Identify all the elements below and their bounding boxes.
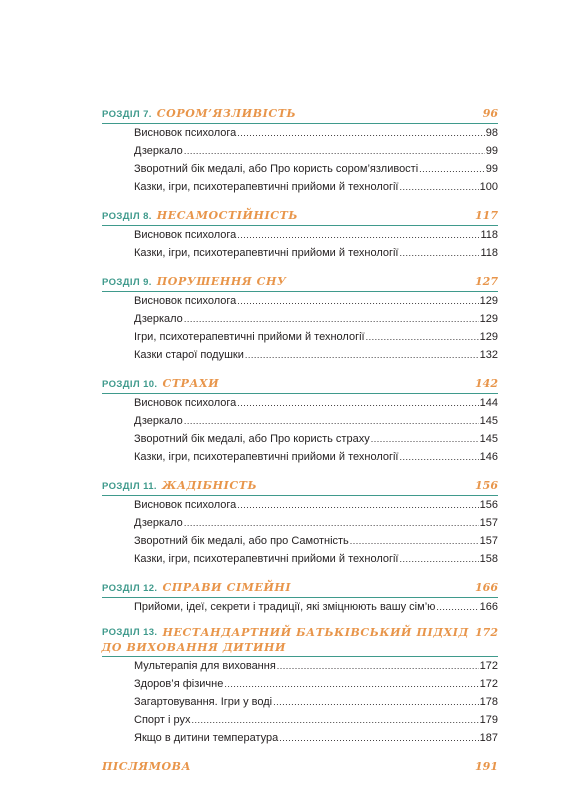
- entry-title: Казки, ігри, психотерапевтичні прийоми й технології: [134, 247, 399, 259]
- entry-page: 118: [480, 247, 498, 259]
- section-label: РОЗДІЛ 10.: [102, 379, 158, 390]
- section-heading[interactable]: [102, 104, 498, 124]
- entry-page: 166: [479, 601, 498, 613]
- toc-entry[interactable]: [134, 598, 498, 616]
- toc-entry[interactable]: [134, 142, 498, 160]
- entry-title: Дзеркало: [134, 313, 183, 325]
- dot-leader: [277, 657, 479, 675]
- entry-page: 129: [479, 331, 498, 343]
- entry-page: 129: [479, 295, 498, 307]
- toc-entry[interactable]: [134, 394, 498, 412]
- entry-page: 129: [479, 313, 498, 325]
- toc-section-12: [102, 578, 498, 616]
- entry-page: 157: [479, 535, 498, 547]
- section-title: ЖАДІБНІСТЬ: [161, 479, 258, 492]
- toc-section-8: [102, 206, 498, 262]
- entry-page: 158: [479, 553, 498, 565]
- dot-leader: [400, 550, 479, 568]
- entry-page: 172: [479, 678, 498, 690]
- section-page: 127: [475, 275, 498, 288]
- toc-entry[interactable]: [134, 711, 498, 729]
- dot-leader: [245, 346, 479, 364]
- section-page: 142: [475, 377, 498, 390]
- dot-leader: [237, 124, 484, 142]
- dot-leader: [224, 675, 478, 693]
- entry-page: 157: [479, 517, 498, 529]
- dot-leader: [419, 160, 485, 178]
- dot-leader: [350, 532, 479, 550]
- section-title: СТРАХИ: [162, 377, 220, 390]
- entry-title: Висновок психолога: [134, 127, 237, 139]
- section-heading[interactable]: [102, 272, 498, 292]
- entry-page: 98: [485, 127, 498, 139]
- entry-page: 145: [479, 415, 498, 427]
- section-title-line-1: НЕСТАНДАРТНИЙ БАТЬКІВСЬКИЙ ПІДХІД: [162, 626, 469, 639]
- afterword-page: 191: [475, 760, 498, 773]
- dot-leader: [279, 729, 478, 747]
- section-heading[interactable]: [102, 757, 498, 776]
- dot-leader: [237, 496, 478, 514]
- section-label: РОЗДІЛ 7.: [102, 109, 152, 120]
- entry-title: Дзеркало: [134, 415, 183, 427]
- section-title: СОРОМ’ЯЗЛИВІСТЬ: [156, 107, 297, 120]
- section-title-line-2: ДО ВИХОВАННЯ ДИТИНИ: [101, 641, 286, 654]
- toc-entry[interactable]: [134, 693, 498, 711]
- table-of-contents: [102, 104, 498, 786]
- entry-title: Загартовування. Ігри у воді: [134, 696, 273, 708]
- entry-title: Казки, ігри, психотерапевтичні прийоми й технології: [134, 451, 399, 463]
- entry-title: Казки, ігри, психотерапевтичні прийоми й технології: [134, 553, 399, 565]
- entry-title: Спорт і рух: [134, 714, 191, 726]
- entry-title: Дзеркало: [134, 145, 183, 157]
- dot-leader: [366, 328, 479, 346]
- entry-page: 118: [480, 229, 498, 241]
- entry-page: 100: [479, 181, 498, 193]
- section-heading[interactable]: [102, 626, 498, 657]
- dot-leader: [191, 711, 478, 729]
- section-page: 172: [475, 626, 498, 639]
- entry-title: Зворотний бік медалі, або Про користь страху: [134, 433, 370, 445]
- entry-title: Казки, ігри, психотерапевтичні прийоми й технології: [134, 181, 399, 193]
- entry-page: 179: [479, 714, 498, 726]
- entry-page: 156: [479, 499, 498, 511]
- dot-leader: [400, 448, 479, 466]
- entry-title: Висновок психолога: [134, 499, 237, 511]
- entry-page: 99: [485, 163, 498, 175]
- dot-leader: [184, 310, 479, 328]
- toc-entry[interactable]: [134, 550, 498, 568]
- entry-title: Зворотний бік медалі, або Про користь сором’язливості: [134, 163, 419, 175]
- entry-page: 187: [479, 732, 498, 744]
- section-heading[interactable]: [102, 578, 498, 598]
- entry-title: Якщо в дитини температура: [134, 732, 279, 744]
- entry-page: 99: [485, 145, 498, 157]
- toc-section-10: [102, 374, 498, 466]
- afterword-title: ПІСЛЯМОВА: [102, 760, 192, 773]
- toc-entry[interactable]: [134, 448, 498, 466]
- toc-entry[interactable]: [134, 346, 498, 364]
- section-label: РОЗДІЛ 11.: [102, 481, 157, 492]
- dot-leader: [184, 142, 485, 160]
- entry-page: 178: [479, 696, 498, 708]
- dot-leader: [400, 178, 479, 196]
- section-heading[interactable]: [102, 476, 498, 496]
- toc-entry[interactable]: [134, 430, 498, 448]
- section-title: НЕСАМОСТІЙНІСТЬ: [156, 209, 299, 222]
- toc-entry[interactable]: [134, 532, 498, 550]
- toc-entry[interactable]: [134, 514, 498, 532]
- section-label: РОЗДІЛ 9.: [102, 277, 152, 288]
- section-label: РОЗДІЛ 13.: [102, 627, 158, 638]
- entry-title: Здоров’я фізичне: [134, 678, 224, 690]
- section-heading[interactable]: [102, 374, 498, 394]
- toc-entry[interactable]: [134, 160, 498, 178]
- entry-title: Ігри, психотерапевтичні прийоми й технології: [134, 331, 365, 343]
- entry-page: 144: [479, 397, 498, 409]
- toc-entry[interactable]: [134, 496, 498, 514]
- toc-entry[interactable]: [134, 412, 498, 430]
- section-title: ПОРУШЕННЯ СНУ: [156, 275, 287, 288]
- dot-leader: [273, 693, 479, 711]
- toc-entry[interactable]: [134, 328, 498, 346]
- section-title: СПРАВИ СІМЕЙНІ: [162, 581, 292, 594]
- toc-entry[interactable]: [134, 178, 498, 196]
- entry-title: Зворотний бік медалі, або про Самотність: [134, 535, 349, 547]
- entry-title: Висновок психолога: [134, 397, 237, 409]
- dot-leader: [184, 412, 479, 430]
- entry-title: Мультерапія для виховання: [134, 660, 276, 672]
- toc-section-9: [102, 272, 498, 364]
- section-page: 96: [482, 107, 498, 120]
- section-page: 166: [475, 581, 498, 594]
- section-page: 156: [475, 479, 498, 492]
- section-label: РОЗДІЛ 12.: [102, 583, 158, 594]
- entry-title: Прийоми, ідеї, секрети і традиції, які зміцнюють вашу сім’ю: [134, 601, 436, 613]
- toc-entry[interactable]: [134, 729, 498, 747]
- toc-entry[interactable]: [134, 226, 498, 244]
- dot-leader: [237, 292, 478, 310]
- toc-section-11: [102, 476, 498, 568]
- toc-entry[interactable]: [134, 657, 498, 675]
- entry-title: Висновок психолога: [134, 295, 237, 307]
- entry-title: Висновок психолога: [134, 229, 237, 241]
- entry-page: 172: [479, 660, 498, 672]
- dot-leader: [237, 394, 478, 412]
- dot-leader: [371, 430, 479, 448]
- dot-leader: [400, 244, 480, 262]
- section-page: 117: [475, 209, 498, 222]
- entry-page: 132: [479, 349, 498, 361]
- section-heading[interactable]: [102, 206, 498, 226]
- toc-entry[interactable]: [134, 292, 498, 310]
- toc-entry[interactable]: [134, 244, 498, 262]
- entry-title: Казки старої подушки: [134, 349, 244, 361]
- entry-title: Дзеркало: [134, 517, 183, 529]
- toc-afterword: [102, 757, 498, 776]
- toc-section-7: [102, 104, 498, 196]
- dot-leader: [436, 598, 478, 616]
- dot-leader: [184, 514, 479, 532]
- toc-section-13: [102, 626, 498, 747]
- toc-entry[interactable]: [134, 124, 498, 142]
- toc-entry[interactable]: [134, 310, 498, 328]
- toc-entry[interactable]: [134, 675, 498, 693]
- entry-page: 146: [479, 451, 498, 463]
- entry-page: 145: [479, 433, 498, 445]
- dot-leader: [237, 226, 479, 244]
- section-label: РОЗДІЛ 8.: [102, 211, 152, 222]
